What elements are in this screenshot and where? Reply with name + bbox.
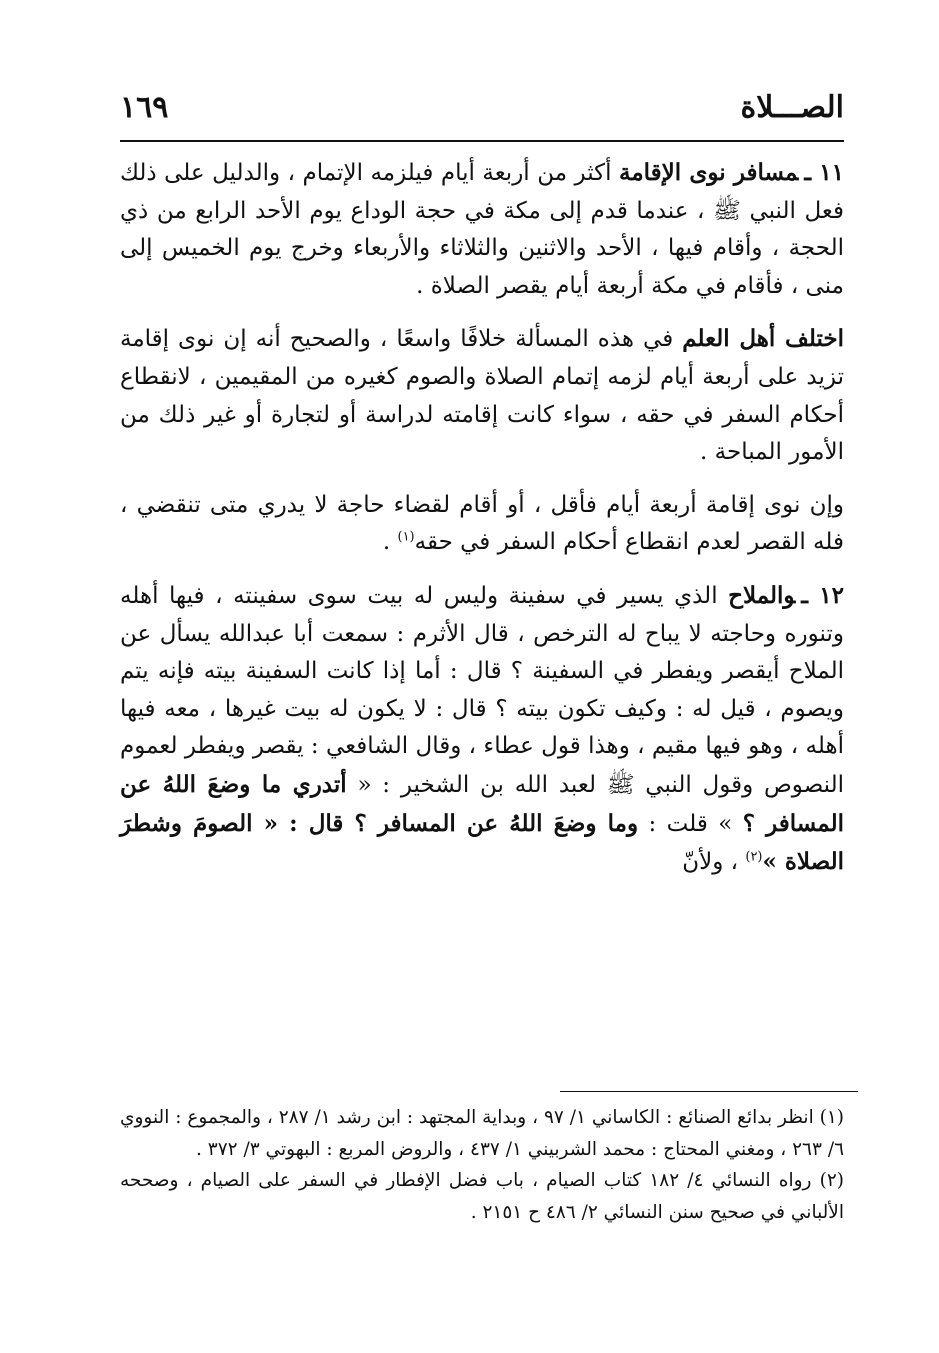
footnote-divider — [560, 1091, 858, 1092]
paragraph-scholars-dispute — [120, 320, 844, 471]
hadith-quote: أتدري ما وضعَ اللهُ عن المسافر ؟ — [120, 770, 844, 837]
paragraph-text: في هذه المسألة خلافًا واسعًا ، والصحيح أنه إن نوى إقامة تزيد على أربعة أيام لزمه إتمام الصلاة والصوم كغيره من المقيمين ، لانقطاع أحكام السفر في حقه ، سواء كانت إقامته لدراسة أو لتجارة أو غير ذلك من الأمور المباحة . — [120, 326, 844, 466]
footnote-ref-1: (١) — [397, 529, 415, 545]
paragraph-text: » قلت : — [638, 810, 743, 837]
paragraph-12 — [120, 577, 844, 882]
paragraph-short-stay — [120, 487, 844, 562]
footnotes — [120, 1102, 844, 1228]
item-heading: والملاح — [728, 581, 796, 609]
page-number: ١٦٩ — [120, 90, 169, 125]
hadith-quote: وما وضعَ اللهُ عن المسافر ؟ قال : « الصومَ وشطرَ الصلاة » — [120, 809, 844, 876]
page-body — [120, 154, 844, 882]
footnote-2: (٢) رواه النسائي ٤/ ١٨٢ كتاب الصيام ، باب فضل الإفطار في السفر على الصيام ، وصححه الألباني في صحيح سنن النسائي ٢/ ٤٨٦ ح ٢١٥١ . — [120, 1170, 844, 1223]
paragraph-text: أكثر من أربعة أيام فيلزمه الإتمام ، والدليل على ذلك فعل النبي ﷺ ، عندما قدم إلى مكة في حجة الوداع يوم الأحد الرابع من ذي الحجة ، وأقام فيها ، الأحد والاثنين والثلاثاء والأربعاء وخرج يوم الخميس إلى منى ، فأقام في مكة أربعة أيام يقصر الصلاة . — [120, 160, 844, 299]
paragraph-11 — [120, 154, 844, 305]
paragraph-tail: . — [382, 529, 398, 556]
item-heading: مسافر نوى الإقامة — [619, 159, 799, 186]
running-title: الصـــلاة — [740, 90, 844, 125]
paragraph-lead: اختلف أهل العلم — [682, 325, 844, 353]
paragraph-text: وإن نوى إقامة أربعة أيام فأقل ، أو أقام لقضاء حاجة لا يدري متى تنقضي ، فله القصر لعدم انقطاع أحكام السفر في حقه — [120, 491, 844, 556]
item-number: ١١ ـ — [804, 159, 844, 186]
page-header — [120, 84, 844, 142]
footnote-ref-2: (٢) — [745, 849, 763, 865]
footnote-1: (١) انظر بدائع الصنائع : الكاساني ١/ ٩٧ ، وبداية المجتهد : ابن رشد ١/ ٢٨٧ ، والمجموع : النووي ٦/ ٢٦٣ ، ومغني المحتاج : محمد الشربيني ١/ ٤٣٧ ، والروض المربع : البهوتي ٣/ ٣٧٢ . — [120, 1107, 844, 1160]
paragraph-text: الذي يسير في سفينة وليس له بيت سوى سفينته ، فيها أهله وتنوره وحاجته لا يباح له الترخص ، قال الأثرم : سمعت أبا عبدالله يسأل عن الملاح أيقصر ويفطر في السفينة ؟ قال : أما إذا كانت السفينة بيته فإنه يتم ويصوم ، قيل له : وكيف تكون بيته ؟ قال : لا يكون له بيت غيرها ، معه فيها أهله ، وهو فيها مقيم ، وهذا قول عطاء ، وقال الشافعي : يقصر ويفطر لعموم النصوص وقول النبي ﷺ لعبد الله بن الشخير : « — [120, 582, 844, 798]
paragraph-tail: ، ولأنّ — [682, 849, 746, 876]
item-number: ١٢ ـ — [801, 581, 844, 609]
